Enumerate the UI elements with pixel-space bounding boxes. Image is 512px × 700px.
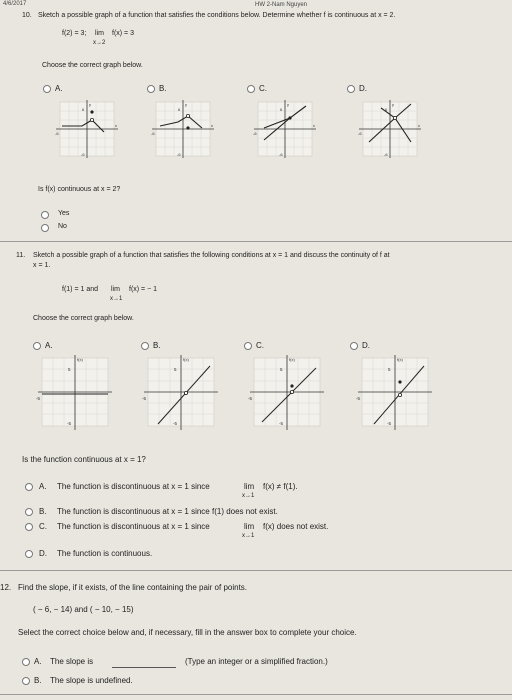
y-max-label: 5 (68, 367, 71, 372)
option-c-label[interactable]: C. (256, 341, 264, 350)
x-min-label: -6 (55, 131, 59, 136)
option-c-label[interactable]: C. (259, 84, 267, 93)
option-c-radio[interactable] (247, 85, 255, 93)
choice-c-limit: lim (244, 522, 255, 531)
option-a-label[interactable]: A. (55, 84, 63, 93)
choice-c-radio[interactable] (25, 523, 33, 531)
x-axis-label: x (211, 123, 213, 128)
x-min-label: -5 (142, 396, 147, 401)
y-axis-label: f(x) (289, 357, 295, 362)
option-c-radio[interactable] (244, 342, 252, 350)
assignment-title: HW 2-Nam Nguyen (255, 2, 308, 8)
y-max-label: 6 (385, 107, 388, 112)
choice-a-letter[interactable]: A. (34, 657, 42, 666)
x-min-label: -6 (358, 131, 362, 136)
limit-operator: lim (111, 286, 120, 293)
graph-option-c[interactable] (244, 352, 330, 432)
answer-hint: (Type an integer or a simplified fraction.) (185, 657, 328, 666)
x-min-label: -5 (248, 396, 253, 401)
graph-option-d[interactable] (352, 352, 438, 432)
choose-graph-label: Choose the correct graph below. (42, 62, 143, 69)
y-max-label: 5 (280, 367, 283, 372)
point-pair: ( − 6, − 14) and ( − 10, − 15) (33, 605, 134, 614)
y-min-label: -6 (279, 152, 283, 157)
x-min-label: -6 (151, 131, 155, 136)
choice-a-text[interactable]: The function is discontinuous at x = 1 since (57, 482, 210, 491)
y-max-label: 6 (82, 107, 85, 112)
slope-answer-input[interactable] (112, 667, 176, 668)
y-max-label: 6 (178, 107, 181, 112)
x-min-label: -5 (36, 396, 41, 401)
y-min-label: -6 (384, 152, 388, 157)
choice-c-text[interactable]: The function is discontinuous at x = 1 since (57, 522, 210, 531)
choice-c-limit-subscript: x→1 (242, 533, 255, 539)
question-prompt-line1: Sketch a possible graph of a function that satisfies the following conditions at x = 1 and discuss the continuity of f at (33, 252, 390, 259)
y-axis-label: y (185, 102, 187, 107)
choose-graph-label: Choose the correct graph below. (33, 315, 134, 322)
graph-option-b[interactable] (148, 98, 218, 160)
y-min-label: -6 (177, 152, 181, 157)
continuity-question: Is the function continuous at x = 1? (22, 455, 146, 464)
limit-subscript: x→1 (110, 296, 123, 302)
question-number: 10. (22, 12, 32, 19)
option-d-label[interactable]: D. (362, 341, 370, 350)
limit-expression: f(x) = − 1 (129, 286, 158, 293)
y-axis-label: f(x) (77, 357, 83, 362)
choice-a-letter[interactable]: A. (39, 482, 47, 491)
y-axis-label: f(x) (183, 357, 189, 362)
limit-expression: f(x) = 3 (112, 30, 134, 37)
y-max-label: 5 (388, 367, 391, 372)
option-b-radio[interactable] (147, 85, 155, 93)
option-d-radio[interactable] (347, 85, 355, 93)
choice-a-text[interactable]: The slope is (50, 657, 94, 666)
y-axis-label: y (392, 102, 394, 107)
choice-a-limit-expression: f(x) ≠ f(1). (263, 482, 298, 491)
graph-option-b[interactable] (138, 352, 224, 432)
page-date: 4/6/2017 (3, 1, 27, 7)
choice-d-text[interactable]: The function is continuous. (57, 549, 153, 558)
continuity-question: Is f(x) continuous at x = 2? (38, 186, 121, 193)
choice-b-radio[interactable] (25, 508, 33, 516)
y-max-label: 6 (280, 107, 283, 112)
x-axis-label: x (115, 123, 117, 128)
question-number: 11. (16, 252, 26, 259)
question-divider (0, 241, 512, 242)
choice-c-limit-expression: f(x) does not exist. (263, 522, 329, 531)
graph-option-a[interactable] (32, 352, 118, 432)
y-axis-label: y (89, 102, 91, 107)
option-d-radio[interactable] (350, 342, 358, 350)
option-d-label[interactable]: D. (359, 84, 367, 93)
option-b-radio[interactable] (141, 342, 149, 350)
x-min-label: -6 (253, 131, 257, 136)
option-a-radio[interactable] (33, 342, 41, 350)
choice-a-limit-subscript: x→1 (242, 493, 255, 499)
choice-b-text[interactable]: The function is discontinuous at x = 1 since f(1) does not exist. (57, 507, 278, 516)
choice-b-radio[interactable] (22, 677, 30, 685)
question-divider (0, 694, 512, 695)
choice-c-letter[interactable]: C. (39, 522, 47, 531)
question-prompt-line2: x = 1. (33, 262, 51, 269)
choice-d-radio[interactable] (25, 550, 33, 558)
graph-option-c[interactable] (250, 98, 320, 160)
answer-yes-label[interactable]: Yes (58, 210, 70, 217)
answer-no-label[interactable]: No (58, 223, 67, 230)
option-a-label[interactable]: A. (45, 341, 53, 350)
question-divider (0, 570, 512, 571)
instructions: Select the correct choice below and, if necessary, fill in the answer box to complete your choice. (18, 628, 357, 637)
option-b-label[interactable]: B. (159, 84, 167, 93)
question-number: 12. (0, 583, 12, 592)
y-min-label: -5 (173, 421, 178, 426)
x-axis-label: x (418, 123, 420, 128)
y-max-label: 5 (174, 367, 177, 372)
choice-a-limit: lim (244, 482, 255, 491)
graph-option-a[interactable] (52, 98, 122, 160)
y-axis-label: f(x) (397, 357, 403, 362)
y-min-label: -6 (81, 152, 85, 157)
choice-b-letter[interactable]: B. (34, 676, 42, 685)
choice-b-text[interactable]: The slope is undefined. (50, 676, 133, 685)
question-prompt: Find the slope, if it exists, of the line containing the pair of points. (18, 583, 248, 592)
question-prompt: Sketch a possible graph of a function that satisfies the conditions below. Determine whether f is continuous at x = 2. (38, 12, 396, 19)
graph-option-d[interactable] (355, 98, 425, 160)
choice-a-radio[interactable] (22, 658, 30, 666)
y-min-label: -5 (387, 421, 392, 426)
limit-subscript: x→2 (93, 40, 106, 46)
y-axis-label: y (287, 102, 289, 107)
y-min-label: -5 (67, 421, 72, 426)
answer-yes-radio[interactable] (41, 211, 49, 219)
condition-value: f(2) = 3; (62, 30, 87, 37)
x-axis-label: x (313, 123, 315, 128)
y-min-label: -5 (279, 421, 284, 426)
limit-operator: lim (95, 30, 104, 37)
answer-no-radio[interactable] (41, 224, 49, 232)
option-b-label[interactable]: B. (153, 341, 161, 350)
option-a-radio[interactable] (43, 85, 51, 93)
choice-d-letter[interactable]: D. (39, 549, 47, 558)
choice-a-radio[interactable] (25, 483, 33, 491)
choice-b-letter[interactable]: B. (39, 507, 47, 516)
x-min-label: -5 (356, 396, 361, 401)
condition-value: f(1) = 1 and (62, 286, 98, 293)
